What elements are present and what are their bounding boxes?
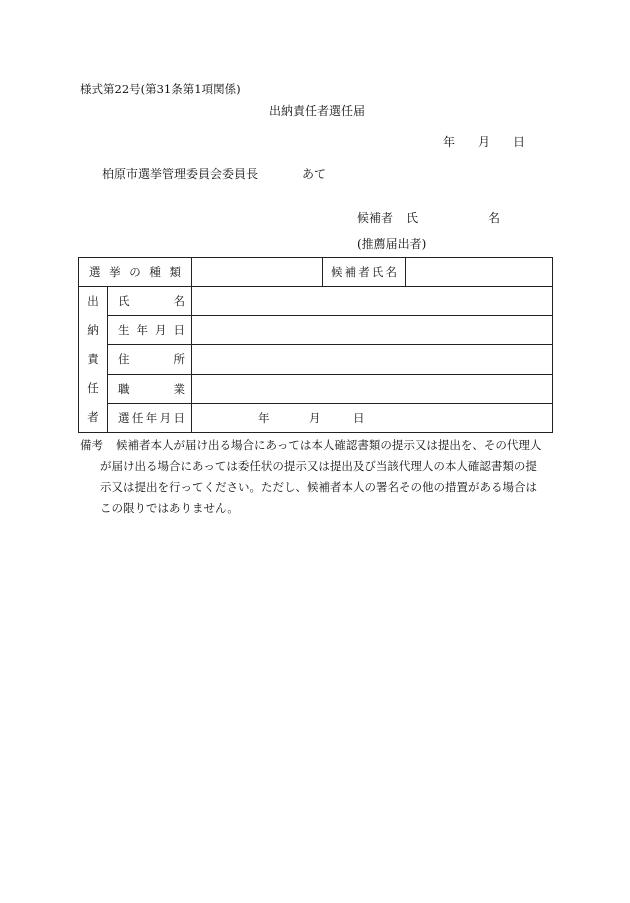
candidate-name-label: 候 補 者 氏 名 [331,265,397,279]
birthdate-label-cell [108,316,192,345]
table-row [79,403,553,432]
table-row [79,258,553,287]
election-type-label-cell [79,258,192,287]
election-type-label: 選 挙 の 種 類 [89,265,181,279]
addressee-suffix: あて [302,167,327,181]
treasurer-char: 出 [87,294,99,308]
applicant-label: 候補者 [357,211,394,225]
date-month-label: 月 [478,135,491,149]
birthdate-field[interactable] [192,316,553,345]
address-label: 住 所 [118,352,185,367]
birthdate-label: 生 年 月 日 [118,323,185,338]
remarks-line: この限りではありません。 [100,501,239,515]
election-type-field[interactable] [192,258,323,287]
remarks-line: 示又は提出を行ってください。ただし、候補者本人の署名その他の措置がある場合は [100,480,537,494]
occupation-label-cell [108,374,192,403]
name-label: 氏 名 [118,294,185,309]
addressee: 柏原市選挙管理委員会委員長 [102,167,259,181]
applicant-name-label-1: 氏 [406,211,419,225]
remarks-line: が届け出る場合にあっては委任状の提示又は提出及び当該代理人の本人確認書類の提 [100,459,537,473]
treasurer-vertical-label [79,287,108,433]
applicant-name-label-2: 名 [488,211,501,225]
treasurer-char: 責 [87,352,99,366]
appointment-month-label: 月 [309,410,321,425]
remarks-body [100,435,554,519]
appointment-date-label-cell [108,403,192,432]
applicant-sub-label: (推薦届出者) [357,237,427,251]
appointment-year-label: 年 [258,410,270,425]
appointment-day-label: 日 [353,410,365,425]
candidate-name-field[interactable] [406,258,553,287]
table-row [79,316,553,345]
date-day-label: 日 [513,135,526,149]
candidate-name-label-cell [323,258,406,287]
form-number: 様式第22号(第31条第1項関係) [80,82,241,96]
treasurer-char: 者 [87,410,99,424]
remarks-line: 候補者本人が届け出る場合にあっては本人確認書類の提示又は提出を、その代理人 [116,438,542,452]
treasurer-form-table [78,257,553,433]
form-title: 出納責任者選任届 [269,104,366,118]
address-field[interactable] [192,345,553,374]
table-row [79,287,553,316]
name-label-cell [108,287,192,316]
address-label-cell [108,345,192,374]
occupation-field[interactable] [192,374,553,403]
occupation-label: 職 業 [118,381,185,396]
appointment-date-field[interactable] [192,403,553,432]
remarks-label: 備考 [80,438,103,452]
appointment-date-label: 選 任 年 月 日 [118,410,185,425]
name-field[interactable] [192,287,553,316]
treasurer-char: 納 [87,323,99,337]
table-row [79,374,553,403]
table-row [79,345,553,374]
date-year-label: 年 [443,135,456,149]
treasurer-char: 任 [87,381,99,395]
